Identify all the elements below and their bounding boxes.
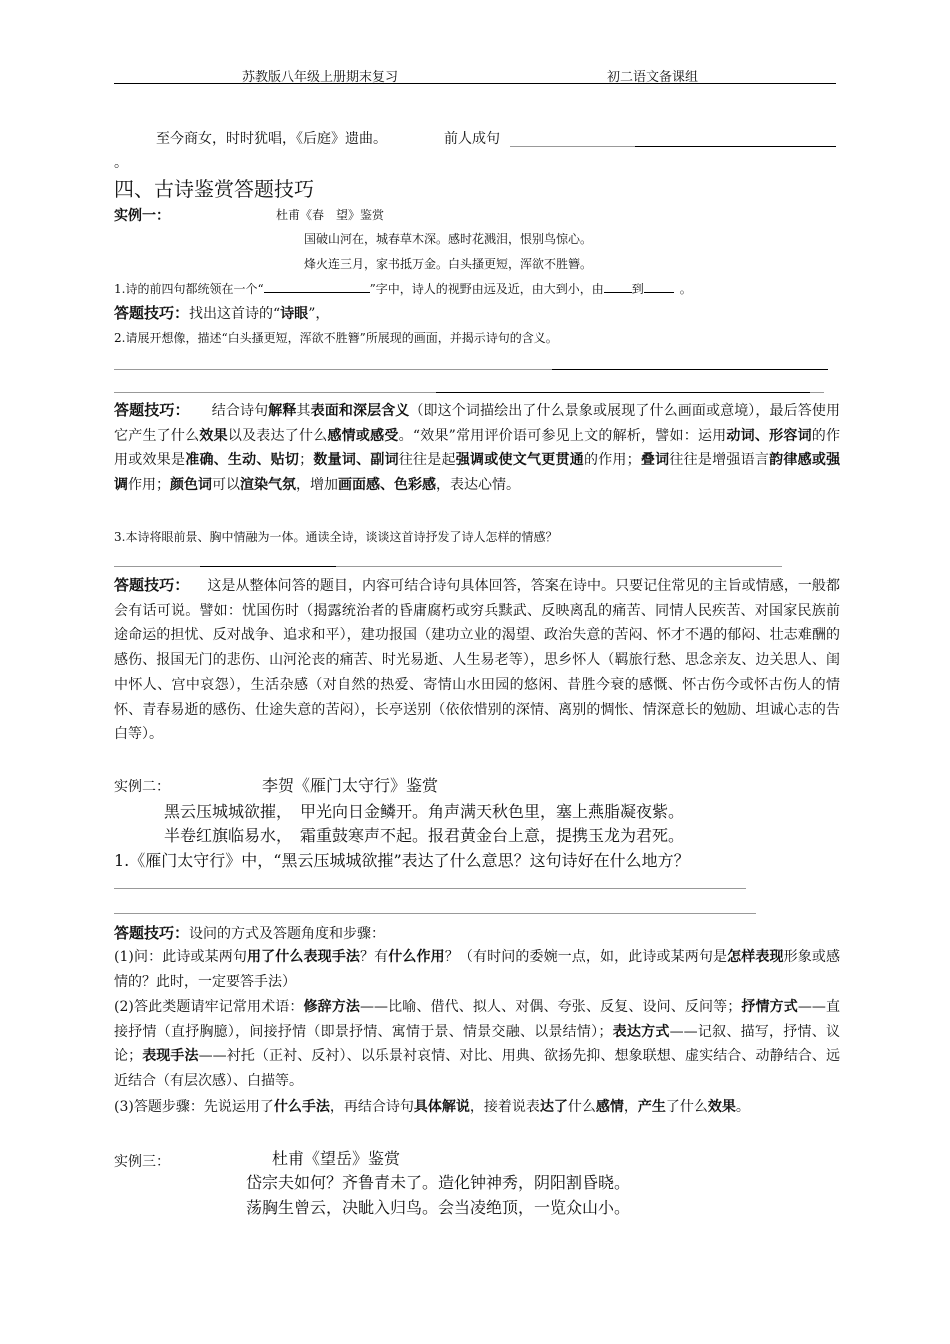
emphasis-text: 叠词 (640, 452, 670, 469)
example1-poem-line: 国破山河在，城春草木深。感时花溅泪，恨别鸟惊心。 (304, 232, 593, 246)
example2-label: 实例二： (114, 779, 170, 795)
body-text: (2)答此类题请牢记常用术语： (114, 999, 304, 1015)
emphasis-text: 准确、生动、贴切 (185, 452, 300, 469)
emphasis-text: 表达方式 (612, 1023, 670, 1040)
tip-label: 答题技巧： (114, 401, 190, 419)
body-text: ， (623, 1099, 638, 1115)
section-title: 四、古诗鉴赏答题技巧 (114, 177, 314, 201)
example3-poem-line: 岱宗夫如何？齐鲁青未了。造化钟神秀，阴阳割昏晓。 (246, 1173, 631, 1192)
tip-label: 答题技巧： (114, 924, 190, 942)
step-2 (114, 995, 840, 1094)
body-text: ——记叙、描写，抒情、议论； (114, 1023, 841, 1065)
emphasis-text: 强调或使文气更贯通 (455, 452, 584, 469)
blank-field (604, 280, 632, 293)
body-text: 其 (296, 403, 311, 419)
emphasis-text: 颜色词 (170, 477, 212, 494)
example3-label: 实例三： (114, 1154, 170, 1170)
header-right: 初二语文备课组 (607, 70, 699, 85)
body-text: ——衬托（正衬、反衬）、以乐景衬哀情、对比、用典、欲扬先抑、想象联想、虚实结合、动静结合、远近结合（有层次感）、白描等。 (114, 1048, 841, 1090)
body-text: 形象或感情的？此时，一定要答手法） (114, 949, 841, 990)
body-text: ？（有时问的委婉一点，如，此诗或某两句是 (444, 949, 728, 965)
answer-line (114, 888, 746, 889)
header-rule (114, 83, 836, 84)
tip-text: 找出这首诗的“ (189, 306, 281, 322)
body-text: 的作用或效果是 (114, 427, 841, 469)
tip1 (114, 302, 329, 323)
body-text: 往往是起 (398, 452, 456, 469)
emphasis-text: 效果 (199, 427, 228, 444)
body-text: ——直接抒情（直抒胸臆），间接抒情（即景抒情、寓情于景、情景交融、以景结情）； (114, 999, 841, 1040)
example3-poem-line: 荡胸生曾云，决眦入归鸟。会当凌绝顶，一览众山小。 (246, 1198, 631, 1217)
emphasis-text: 什么作用 (388, 949, 445, 965)
emphasis-text: 什么手法 (273, 1099, 330, 1115)
body-text: 以及表达了什么 (227, 427, 328, 444)
emphasis-text: 解释 (268, 403, 297, 419)
answer-blank (510, 146, 635, 147)
example2-question: 1.《雁门太守行》中，“黑云压城城欲摧”表达了什么意思？这句诗好在什么地方？ (114, 851, 690, 870)
body-text: 。“效果”常用评价语可参见上文的解析，譬如：运用 (398, 427, 727, 444)
body-text: 可以 (212, 477, 240, 494)
emphasis-text: 感情 (595, 1099, 624, 1115)
emphasis-text: 具体解说 (413, 1099, 470, 1115)
body-text: 了什么 (665, 1099, 708, 1115)
body-text: ； (299, 452, 314, 469)
body-text: (3)答题步骤：先说运用了 (114, 1099, 274, 1115)
quote-prompt: 前人成句 (444, 131, 500, 147)
emphasis-text: 修辞方法 (303, 999, 361, 1015)
answer-line (114, 369, 552, 370)
emphasis-text: 韵律感或强调 (114, 452, 841, 494)
body-text: 结合诗句 (211, 403, 269, 419)
answer-line (552, 369, 828, 370)
body-text: ，增加 (296, 477, 338, 494)
body-text: ，接着说表 (469, 1099, 540, 1115)
body-text: ，再结合诗句 (329, 1099, 414, 1115)
question-2: 2.请展开想像，描述“白头搔更短，浑欲不胜簪”所展现的画面，并揭示诗句的含义。 (114, 331, 558, 345)
emphasis-text: 效果 (707, 1099, 736, 1115)
tip-intro: 设问的方式及答题角度和步骤： (189, 926, 386, 942)
emphasis-text: 抒情方式 (741, 999, 798, 1015)
example1-poem-line: 烽火连三月，家书抵万金。白头搔更短，浑欲不胜簪。 (304, 257, 593, 271)
body-text: ，表达心情。 (436, 477, 520, 494)
emphasis-text: 产生 (637, 1099, 666, 1115)
tip3-body: 这是从整体问答的题目，内容可结合诗句具体回答，答案在诗中。只要记住常见的主旨或情感，一般都会有话可说。譬如：忧国伤时（揭露统治者的昏庸腐朽或穷兵黩武、反映离乱的痛苦、同情人民疾苦、对国家民族前途命运的担忧、反对战争、追求和平），建功报国（建功立业的渴望、政治失意的苦闷、怀才不遇的郁闷、壮志难酬的感伤、报国无门的悲伤、山河沦丧的痛苦、时光易逝、人生易老等），思乡怀人（羁旅行愁、思念亲友、边关思人、闺中怀人、宫中哀怨），生活杂感（对自然的热爱、寄情山水田园的悠闲、昔胜今衰的感慨、怀古伤今或怀古伤人的情怀、青春易逝的感伤、仕途失意的苦闷），长亭送别（依依惜别的深情、离别的惆怅、情深意长的勉励、坦诚心志的告白等）。 (114, 578, 840, 743)
emphasis-text: 表面和深层含义 (310, 403, 410, 419)
tip-bold: 诗眼 (280, 306, 309, 322)
q1-part: 。 (679, 282, 692, 296)
example3-title: 杜甫《望岳》鉴赏 (272, 1149, 401, 1168)
blank-field (644, 280, 674, 293)
answer-line (810, 392, 824, 393)
q1-part: 1.诗的前四句都统领在一个“ (114, 282, 264, 296)
example2-poem-line: 黑云压城城欲摧， 甲光向日金鳞开。角声满天秋色里，塞上燕脂凝夜紫。 (164, 802, 685, 821)
emphasis-text: 数量词、副词 (313, 452, 399, 469)
body-text: 作用； (128, 477, 170, 494)
tip3-paragraph (114, 573, 840, 747)
step-3 (114, 1095, 854, 1120)
body-text: 往往是增强语言 (669, 452, 770, 469)
question-3: 3.本诗将眼前景、胸中情融为一体。通读全诗，谈谈这首诗抒发了诗人怎样的情感？ (114, 530, 558, 544)
body-text: ——比喻、借代、拟人、对偶、夸张、反复、设问、反问等； (360, 999, 742, 1015)
body-text: （即这个词描绘出了什么景象或展现了什么画面或意境），最后答使用它产生了什么 (114, 403, 841, 444)
example1-label: 实例一： (114, 208, 170, 224)
body-text: ？有 (359, 949, 389, 965)
quote-line: 至今商女，时时犹唱，《后庭》遗曲。 (156, 131, 387, 147)
emphasis-text: 渲染气氛 (240, 477, 296, 494)
tip2-body (114, 403, 840, 493)
example2-poem-line: 半卷红旗临易水， 霜重鼓寒声不起。报君黄金台上意，提携玉龙为君死。 (164, 826, 685, 845)
body-text: 。 (735, 1099, 750, 1115)
tip2-paragraph (114, 398, 840, 498)
header-left: 苏教版八年级上册期末复习 (242, 70, 399, 85)
answer-line (114, 392, 436, 393)
answer-line (436, 392, 810, 393)
q1-part: ”字中，诗人的视野由远及近，由大到小，由 (369, 282, 604, 296)
step-1 (114, 945, 840, 994)
emphasis-text: 怎样表现 (727, 949, 784, 965)
tip-text: ”， (308, 306, 330, 322)
body-text: 什么 (567, 1099, 596, 1115)
answer-blank (635, 146, 836, 147)
emphasis-text: 用了什么表现手法 (246, 949, 360, 965)
question-1 (114, 280, 692, 297)
emphasis-text: 表现手法 (142, 1048, 199, 1065)
emphasis-text: 感情或感受 (327, 427, 399, 444)
body-text: (1)问：此诗或某两句 (114, 949, 247, 965)
q1-part: 到 (631, 282, 644, 296)
example2-title: 李贺《雁门太守行》鉴赏 (262, 776, 439, 795)
body-text: 的作用； (583, 452, 641, 469)
tip4-heading (114, 922, 385, 943)
emphasis-text: 动词、形容词 (726, 427, 812, 444)
blank-field (264, 280, 370, 293)
emphasis-text: 达了 (539, 1099, 568, 1115)
tip-label: 答题技巧： (114, 576, 190, 594)
answer-line (200, 566, 336, 567)
answer-line (114, 913, 756, 914)
emphasis-text: 画面感、色彩感 (338, 477, 436, 494)
example1-title: 杜甫《春 望》鉴赏 (276, 208, 385, 222)
quote-tail: 。 (114, 155, 128, 171)
tip-label: 答题技巧： (114, 304, 190, 322)
